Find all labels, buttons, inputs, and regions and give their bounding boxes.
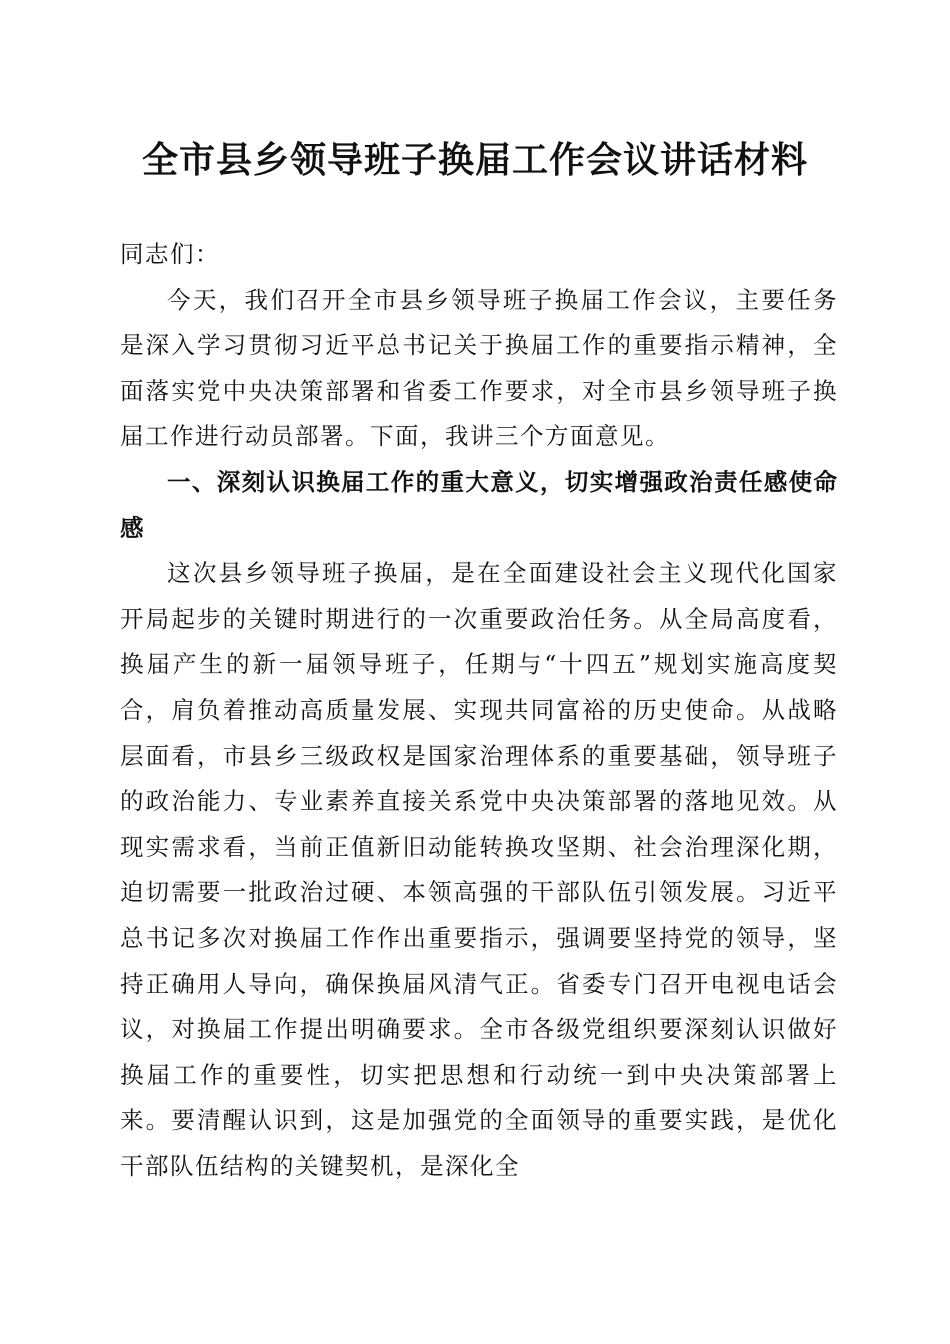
document-title: 全市县乡领导班子换届工作会议讲话材料 xyxy=(141,139,808,181)
intro-paragraph: 今天，我们召开全市县乡领导班子换届工作会议，主要任务是深入学习贯彻习近平总书记关于换届工作的重要指示精神，全面落实党中央决策部署和省委工作要求，对全市县乡领导班子换届工作进行动员部署。下面，我讲三个方面意见。 xyxy=(120,285,838,451)
salutation: 同志们： xyxy=(120,240,220,268)
section-1-heading: 一、深刻认识换届工作的重大意义，切实增强政治责任感使命感 xyxy=(120,467,838,542)
section-1-paragraph: 这次县乡领导班子换届，是在全面建设社会主义现代化国家开局起步的关键时期进行的一次重要政治任务。从全局高度看，换届产生的新一届领导班子，任期与“十四五”规划实施高度契合，肩负着推动高质量发展、实现共同富裕的历史使命。从战略层面看，市县乡三级政权是国家治理体系的重要基础，领导班子的政治能力、专业素养直接关系党中央决策部署的落地见效。从现实需求看，当前正值新旧动能转换攻坚期、社会治理深化期，迫切需要一批政治过硬、本领高强的干部队伍引领发展。习近平总书记多次对换届工作作出重要指示，强调要坚持党的领导，坚持正确用人导向，确保换届风清气正。省委专门召开电视电话会议，对换届工作提出明确要求。全市各级党组织要深刻认识做好换届工作的重要性，切实把思想和行动统一到中央决策部署上来。要清醒认识到，这是加强党的全面领导的重要实践，是优化干部队伍结构的关键契机，是深化全 xyxy=(120,559,838,1180)
document-body xyxy=(120,232,838,1189)
